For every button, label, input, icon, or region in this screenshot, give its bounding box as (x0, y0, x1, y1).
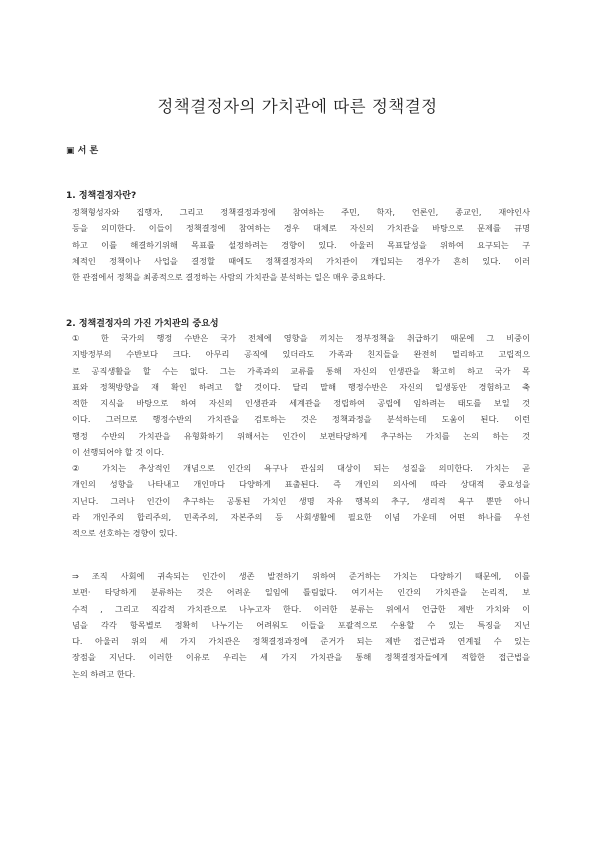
text-line: 이다. 그러므로 행정수반의 가치관을 검토하는 것은 정책과정을 분석하는데 도움이 된다. 이런 (72, 414, 530, 425)
text-line: 라 개인주의 합리주의, 민족주의, 자본주의 등 사회생활에 필요한 이념 가운데 어떤 하나를 우선 (72, 511, 530, 522)
text-line: 지닌다. 그러나 인간이 추구하는 공통된 가치인 생명 자유 행복의 추구, 생리적 욕구 뿐만 아니 (72, 495, 530, 506)
text-line: ② 가치는 추상적인 개념으로 인간의 욕구나 관심의 대상이 되는 성질을 의미한다. 가치는 곧 (72, 463, 530, 473)
text-line: 장점을 지닌다. 이러한 이유로 우리는 세 가지 가치관을 통해 정책결정자들에게 적합한 접근법을 (72, 652, 530, 663)
text-line: 다. 아울러 위의 세 가지 가치관은 정책결정과정에 준거가 되는 제반 접근법과 연계될 수 있는 (72, 636, 530, 647)
document-title: 정책결정자의 가치관에 따른 정책결정 (157, 97, 438, 116)
text-line: ① 한 국가의 행정 수반은 국가 전체에 영향을 끼치는 정부정책을 취급하기 때문에 그 비중이 (72, 333, 530, 343)
section2-paragraph-2 (72, 460, 530, 541)
text-line: 수적 , 그리고 직감적 가치관으로 나누고자 한다. 이러한 분류는 위에서 언급한 제반 가치와 이 (72, 603, 530, 614)
section2-paragraph-3 (72, 568, 530, 682)
text-line: ⇒ 조직 사회에 귀속되는 인간이 생존 발전하기 위하여 준거하는 가치는 다양하기 때문에, 이를 (72, 571, 530, 581)
text-line: 념을 각각 항목별로 정확히 나누기는 어려워도 이들을 포괄적으로 수용할 수 있는 특징을 지닌 (72, 619, 530, 630)
section2-paragraph-1 (72, 330, 530, 460)
text-line: 개인의 성향을 나타내고 개인마다 다양하게 표출된다. 즉 개인의 의사에 따라 상대적 중요성을 (72, 479, 530, 490)
text-line: 표와 정책방향을 재 확인 하려고 할 것이다. 달리 말해 행정수반은 자신의 일생동안 경험하고 축 (72, 381, 530, 392)
text-line: 등을 의미한다. 이들이 정책결정에 참여하는 경우 대체로 자신의 가치관을 바탕으로 문제를 규명 (72, 223, 530, 234)
text-line: 적한 지식을 바탕으로 하여 자신의 인생관과 세계관을 정립하여 공립에 임하려는 태도를 보일 것 (72, 398, 530, 409)
text-line: 논의 하려고 한다. (72, 668, 136, 679)
text-line: 체적인 정책이나 사업을 결정할 때에도 정책결정자의 가치관이 개입되는 경우가 흔히 있다. 이러 (72, 255, 530, 266)
text-line: 하고 이를 해결하기위해 목표를 설정하려는 경향이 있다. 아울러 목표달성을 위하여 요구되는 구 (72, 239, 530, 250)
text-line: 적으로 선호하는 경향이 있다. (72, 528, 178, 539)
text-line: 로 공직생활을 할 수는 없다. 그는 가족과의 교류를 통해 자신의 인생관을 확고히 하고 국가 목 (72, 365, 530, 376)
text-line: 지방정부의 수반보다 크다. 아무리 공직에 있더라도 가족과 친지들을 완전히 멀리하고 고립적으 (72, 349, 530, 360)
text-line: 보편· 타당하게 분류하는 것은 어려운 일임에 틀림없다. 여기서는 인간의 가치관을 논리적, 보 (72, 587, 530, 598)
section1-heading: 1. 정책결정자란? (66, 191, 137, 201)
section2-heading: 2. 정책결정자의 가진 가치관의 중요성 (66, 319, 219, 329)
text-line: 이 선행되어야 할 것 이다. (72, 447, 165, 458)
intro-heading: ▣ 서 론 (66, 146, 99, 156)
text-line: 행정 수반의 가치관을 유형화하기 위해서는 인간이 보편타당하게 추구하는 가치를 논의 하는 것 (72, 430, 530, 441)
section1-body (72, 204, 530, 285)
text-line: 정책형성자와 집행자, 그리고 정책결정과정에 참여하는 주민, 학자, 언론인, 종교인, 재야인사 (72, 207, 530, 217)
text-line: 한 관점에서 정책을 최종적으로 결정하는 사람의 가치관을 분석하는 일은 매우 중요하다. (72, 272, 386, 283)
